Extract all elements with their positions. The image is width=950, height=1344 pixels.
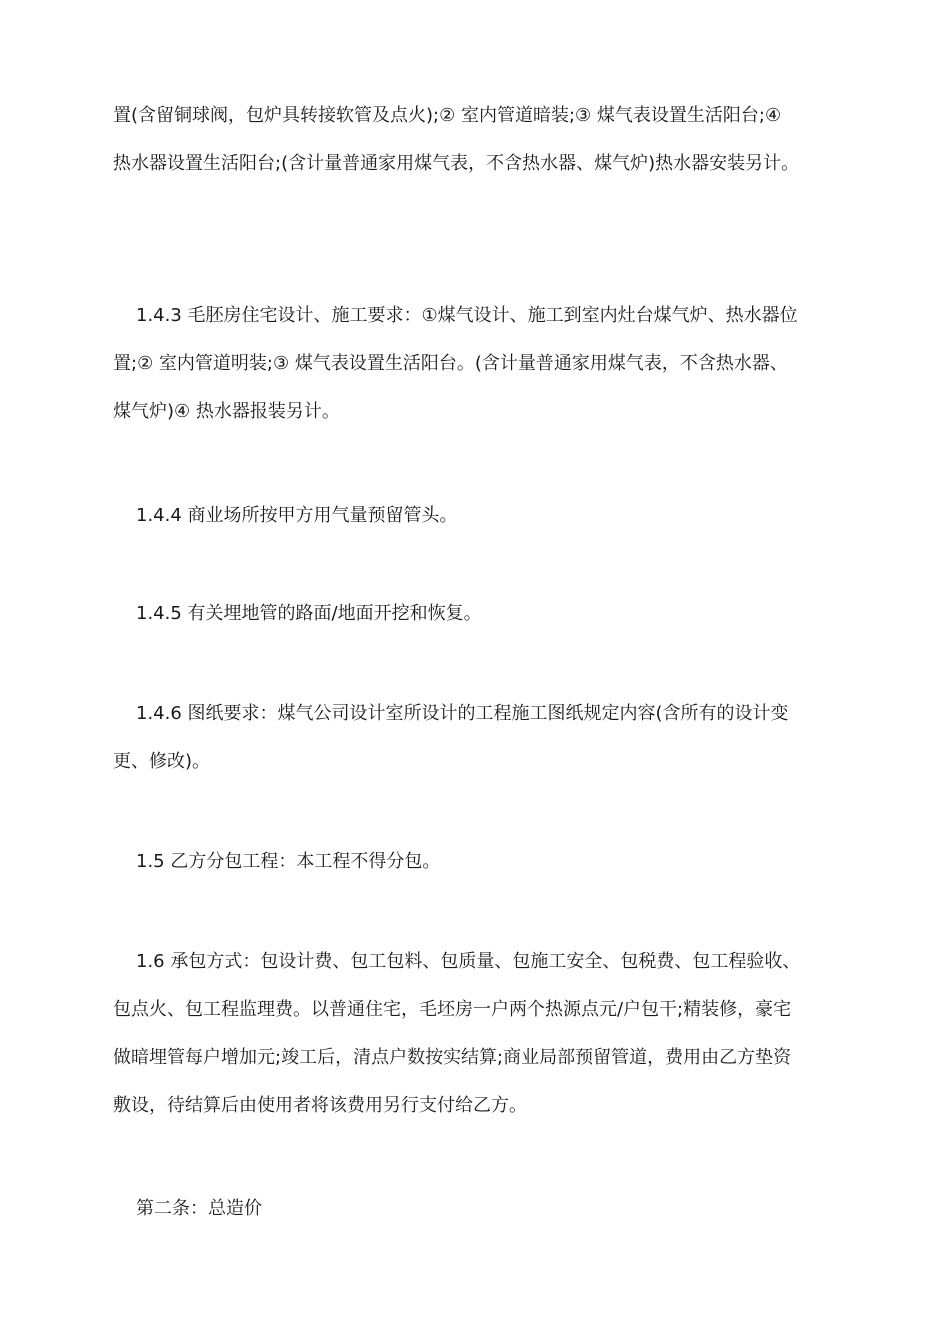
text-line: 1.4.4 商业场所按甲方用气量预留管头。 (136, 505, 458, 526)
paragraph-1-4-5 (113, 590, 843, 638)
paragraph-1-5 (113, 838, 843, 886)
text-line: 1.4.6 图纸要求：煤气公司设计室所设计的工程施工图纸规定内容(含所有的设计变 (136, 703, 789, 724)
text-line: 1.6 承包方式：包设计费、包工包料、包质量、包施工安全、包税费、包工程验收、 (136, 951, 801, 972)
text-line: 更、修改)。 (113, 751, 211, 772)
paragraph-1-4-3 (113, 292, 843, 436)
text-line: 煤气炉)④ 热水器报装另计。 (113, 401, 340, 422)
text-line: 做暗埋管每户增加元;竣工后，清点户数按实结算;商业局部预留管道，费用由乙方垫资 (113, 1047, 792, 1068)
text-line: 第二条：总造价 (136, 1198, 262, 1219)
text-line: 热水器设置生活阳台;(含计量普通家用煤气表，不含热水器、煤气炉)热水器安装另计。 (113, 153, 800, 174)
text-line: 1.4.5 有关埋地管的路面/地面开挖和恢复。 (136, 603, 482, 624)
text-line: 敷设，待结算后由使用者将该费用另行支付给乙方。 (113, 1095, 527, 1116)
text-line: 置(含留铜球阀，包炉具转接软管及点火);② 室内管道暗装;③ 煤气表设置生活阳台;④ (113, 105, 782, 126)
paragraph-1-6 (113, 938, 843, 1130)
text-line: 1.5 乙方分包工程：本工程不得分包。 (136, 851, 441, 872)
text-line: 置;② 室内管道明装;③ 煤气表设置生活阳台。(含计量普通家用煤气表，不含热水器、 (113, 353, 788, 374)
text-line: 包点火、包工程监理费。以普通住宅，毛坯房一户两个热源点元/户包干;精装修，豪宅 (113, 999, 792, 1020)
paragraph-1-4-4 (113, 492, 843, 540)
heading-article-2 (113, 1185, 843, 1233)
text-line: 1.4.3 毛胚房住宅设计、施工要求：①煤气设计、施工到室内灶台煤气炉、热水器位 (136, 305, 798, 326)
paragraph-1-4-6 (113, 690, 843, 786)
paragraph-continuation (113, 92, 843, 188)
